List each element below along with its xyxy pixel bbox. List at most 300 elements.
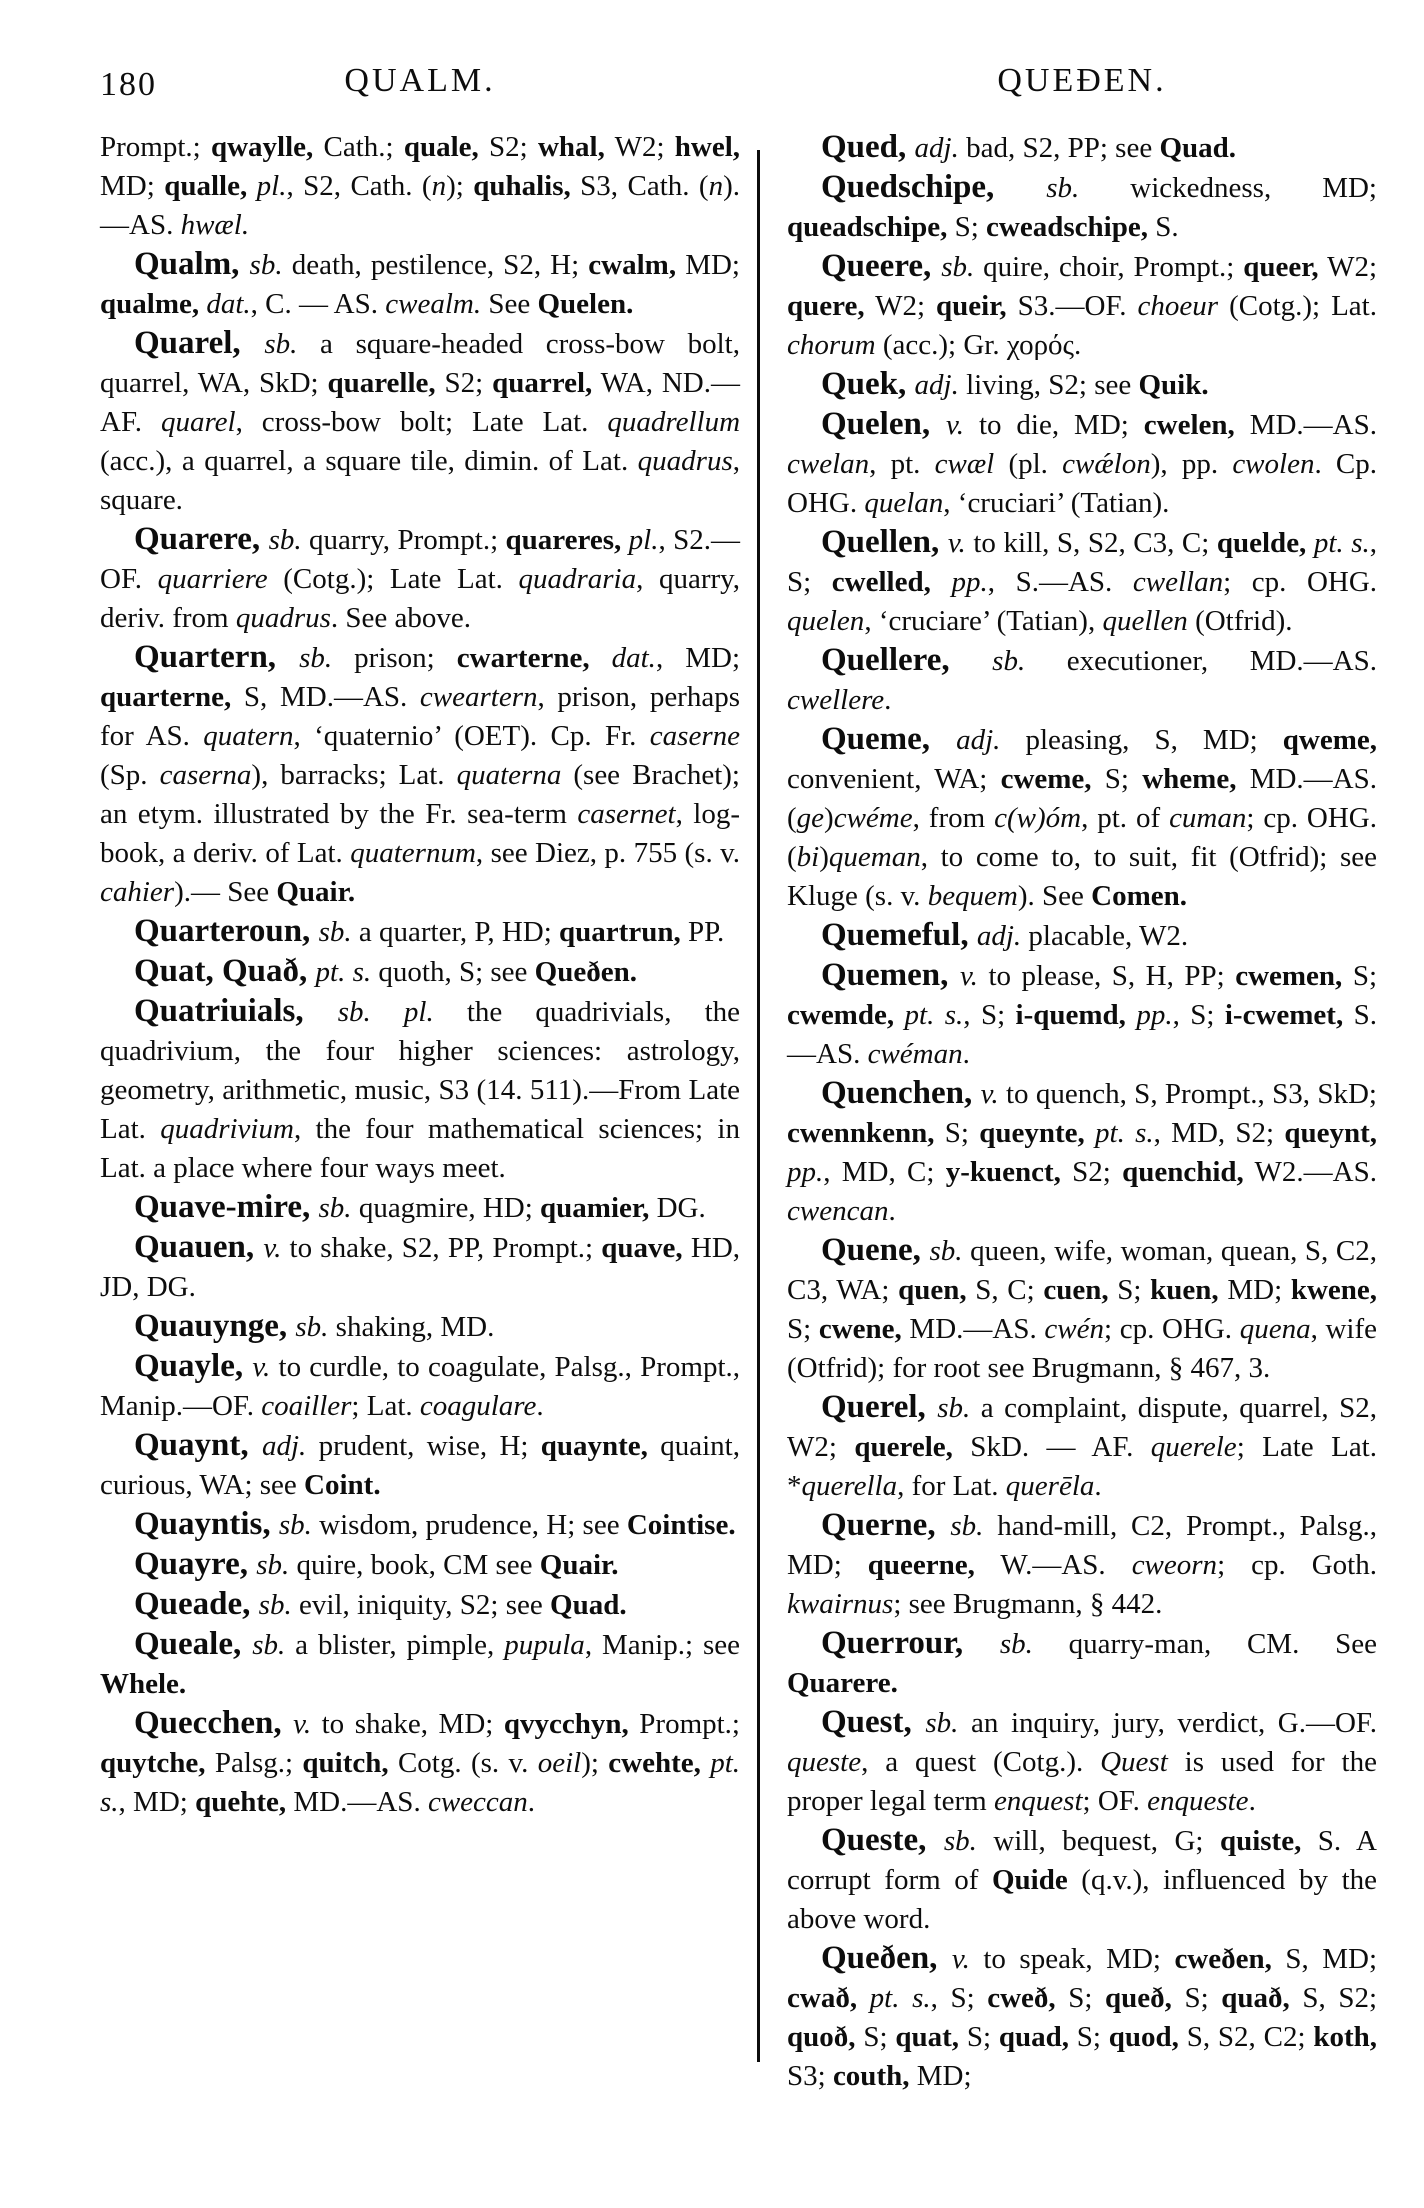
body-text: pleasing, S, MD;: [1000, 724, 1283, 756]
dictionary-entry: [787, 1939, 1377, 2096]
bold-variant: cwehte,: [608, 1747, 701, 1779]
bold-variant: cweme,: [1000, 763, 1092, 795]
body-text: to kill, S, S2, C3, C;: [965, 527, 1217, 559]
italic-text: cwéman: [867, 1038, 963, 1070]
body-text: , ‘cruciare’ (Tatian),: [864, 605, 1103, 637]
body-text: shaking, MD.: [328, 1311, 495, 1343]
body-text: [894, 999, 904, 1031]
bold-variant: quarterne,: [100, 681, 232, 713]
body-text: queen, wife, woman, quean, S, C2, C3, WA;: [787, 1235, 1377, 1306]
italic-text: adj.: [976, 920, 1022, 952]
headword: Quest,: [821, 1704, 926, 1740]
body-text: Cath.;: [313, 131, 404, 163]
italic-text: sb.: [249, 249, 283, 281]
headword: Quauen,: [134, 1229, 264, 1265]
italic-text: enqueste: [1147, 1785, 1249, 1817]
body-text: ; Late Lat. *: [787, 1431, 1377, 1502]
body-text: to quench, S, Prompt., S3, SkD;: [998, 1078, 1377, 1110]
italic-text: cwellan: [1132, 566, 1224, 598]
headword: Quenchen,: [821, 1075, 981, 1111]
body-text: evil, iniquity, S2; see: [291, 1589, 551, 1621]
dictionary-entry: [100, 245, 740, 324]
italic-text: querēla: [1005, 1470, 1095, 1502]
body-text: [1306, 527, 1314, 559]
body-text: wickedness, MD;: [1079, 172, 1377, 204]
italic-text: pupula: [504, 1629, 585, 1661]
body-text: See: [481, 288, 538, 320]
body-text: );: [446, 170, 474, 202]
body-text: [621, 524, 628, 556]
italic-text: caserna: [159, 759, 252, 791]
dictionary-entry: [787, 405, 1377, 523]
italic-text: adj.: [261, 1430, 307, 1462]
body-text: , S;: [1172, 999, 1225, 1031]
body-text: quarry-man, CM. See: [1032, 1628, 1377, 1660]
body-text: S2;: [478, 131, 538, 163]
body-text: S, C;: [966, 1274, 1044, 1306]
bold-variant: Quide: [991, 1864, 1068, 1896]
bold-variant: koth,: [1313, 2021, 1377, 2053]
italic-text: sb.: [295, 1311, 329, 1343]
headword: Quek,: [821, 366, 915, 402]
dictionary-entry: [787, 168, 1377, 247]
body-text: S.: [1147, 211, 1179, 243]
italic-text: sb.: [299, 642, 333, 674]
bold-variant: quelde,: [1216, 527, 1307, 559]
body-text: living, S2; see: [958, 369, 1139, 401]
italic-text: v.: [252, 1351, 271, 1383]
body-text: W2;: [1318, 251, 1378, 283]
body-text: ).— See: [174, 876, 277, 908]
italic-text: kwairnus: [787, 1588, 894, 1620]
dictionary-entry: [787, 247, 1377, 365]
italic-text: adj.: [956, 724, 1001, 756]
bold-variant: Quair.: [276, 876, 356, 908]
italic-text: pp.: [1136, 999, 1173, 1031]
body-text: . Cp. OHG.: [787, 448, 1378, 519]
bold-variant: i-quemd,: [1015, 999, 1126, 1031]
body-text: a square-headed cross-bow bolt, quarrel, WA, SkD;: [100, 328, 740, 399]
italic-text: quadraria: [518, 563, 637, 595]
body-text: ): [824, 802, 834, 834]
italic-text: sb.: [318, 916, 352, 948]
dictionary-entry: [100, 952, 740, 992]
body-text: to die, MD;: [964, 409, 1144, 441]
body-text: , MD, S2;: [1153, 1117, 1285, 1149]
body-text: , MD;: [655, 642, 740, 674]
dictionary-entry: [100, 1625, 740, 1704]
italic-text: sb.: [252, 1629, 286, 1661]
body-text: Prompt.;: [628, 1708, 740, 1740]
body-text: ; see Brugmann, § 442.: [893, 1588, 1163, 1620]
italic-text: quadrivium: [160, 1113, 294, 1145]
dictionary-entry: [100, 1228, 740, 1307]
italic-text: sb.: [929, 1235, 963, 1267]
body-text: , ‘quaternio’ (OET). Cp. Fr.: [293, 720, 650, 752]
body-text: S;: [1171, 1982, 1222, 2014]
headword: Quauynge,: [134, 1308, 296, 1344]
body-text: , see Diez, p. 755 (s. v.: [475, 837, 741, 869]
body-text: a blister, pimple,: [285, 1629, 505, 1661]
italic-text: sb.: [950, 1510, 984, 1542]
body-text: S;: [947, 211, 987, 243]
headword: Quayle,: [134, 1348, 253, 1384]
bold-variant: quere,: [787, 290, 865, 322]
italic-text: cwéme: [833, 802, 913, 834]
body-text: S;: [1342, 960, 1378, 992]
bold-variant: queynt,: [1284, 1117, 1378, 1149]
body-text: convenient, WA;: [787, 763, 1001, 795]
italic-text: sb.: [992, 645, 1026, 677]
headword: Quartern,: [134, 639, 300, 675]
body-text: [590, 642, 612, 674]
body-text: , cross-bow bolt; Late Lat.: [235, 406, 608, 438]
dictionary-entry: [787, 720, 1377, 916]
body-text: S;: [1091, 763, 1143, 795]
body-text: ). See: [1017, 880, 1092, 912]
italic-text: sb.: [937, 1392, 971, 1424]
italic-text: n: [431, 170, 447, 202]
italic-text: cwǽlon: [1062, 448, 1151, 480]
headword: Quave-mire,: [134, 1189, 319, 1225]
body-text: DG.: [649, 1192, 706, 1224]
bold-variant: cweð,: [987, 1982, 1056, 2014]
body-text: ).—AS.: [100, 170, 741, 241]
bold-variant: qualme,: [100, 288, 200, 320]
bold-variant: cwelen,: [1143, 409, 1235, 441]
headword: Quemen,: [821, 957, 960, 993]
italic-text: v.: [946, 409, 965, 441]
italic-text: sb.: [278, 1509, 312, 1541]
dictionary-entry: [100, 1426, 740, 1505]
italic-text: sb.: [256, 1549, 290, 1581]
bold-variant: cweadschipe,: [986, 211, 1148, 243]
body-text: executioner, MD.—AS.: [1025, 645, 1377, 677]
body-text: , ‘cruciari’ (Tatian).: [943, 487, 1170, 519]
body-text: bad, S2, PP; see: [958, 132, 1160, 164]
headword: Qued,: [821, 129, 915, 165]
italic-text: pp.: [951, 566, 988, 598]
italic-text: n: [708, 170, 724, 202]
italic-text: querele: [1150, 1431, 1237, 1463]
headword: Queme,: [821, 721, 957, 757]
italic-text: quatern: [203, 720, 294, 752]
italic-text: sb.: [258, 1589, 292, 1621]
italic-text: quadrus: [235, 602, 331, 634]
body-text: , a quest (Cotg.).: [861, 1746, 1101, 1778]
body-text: W.—AS.: [974, 1549, 1132, 1581]
bold-variant: qvycchyn,: [503, 1708, 629, 1740]
continuation-paragraph: [100, 128, 740, 245]
body-text: MD.—AS.: [1234, 409, 1377, 441]
headword: Quedschipe,: [821, 169, 1047, 205]
body-text: S;: [1068, 2021, 1109, 2053]
bold-variant: quave,: [601, 1232, 683, 1264]
italic-text: quadrus: [637, 445, 733, 477]
bold-variant: Quik.: [1138, 369, 1209, 401]
bold-variant: queer,: [1243, 251, 1319, 283]
italic-text: cuman: [1169, 802, 1247, 834]
body-text: S, S2;: [1289, 1982, 1378, 2014]
headword: Quarteroun,: [134, 913, 319, 949]
bold-variant: Comen.: [1091, 880, 1188, 912]
body-text: , C. — AS.: [250, 288, 386, 320]
dictionary-entry: [787, 523, 1377, 641]
bold-variant: qualle,: [164, 170, 248, 202]
bold-variant: couth,: [832, 2060, 910, 2092]
bold-variant: whal,: [537, 131, 605, 163]
italic-text: sb.: [941, 251, 975, 283]
body-text: (pl.: [994, 448, 1063, 480]
headword: Quaynt,: [134, 1427, 262, 1463]
dictionary-entry: [100, 324, 740, 520]
bold-variant: quitch,: [302, 1747, 389, 1779]
bold-variant: quartrun,: [559, 916, 681, 948]
italic-text: pp.: [787, 1156, 824, 1188]
body-text: W2;: [604, 131, 675, 163]
bold-variant: Quad.: [1159, 132, 1237, 164]
headword: Qualm,: [134, 246, 250, 282]
italic-text: v.: [959, 960, 978, 992]
italic-text: pt. s.: [1095, 1117, 1154, 1149]
bold-variant: quoð,: [787, 2021, 856, 2053]
italic-text: v.: [980, 1078, 999, 1110]
body-text: ; cp. OHG.: [1103, 1313, 1240, 1345]
dictionary-entry: [100, 520, 740, 638]
italic-text: cwencan: [787, 1195, 889, 1227]
dictionary-entry: [787, 916, 1377, 956]
body-text: prudent, wise, H;: [306, 1430, 541, 1462]
body-text: [931, 566, 952, 598]
page-number: 180: [100, 66, 157, 103]
dictionary-entry: [100, 1704, 740, 1822]
bold-variant: quehte,: [195, 1786, 287, 1818]
italic-text: adj.: [914, 132, 959, 164]
dictionary-entry: [100, 1347, 740, 1426]
headword: Queste,: [821, 1822, 944, 1858]
italic-text: cahier: [100, 876, 175, 908]
italic-text: cwellere: [787, 684, 885, 716]
bold-variant: quenchid,: [1122, 1156, 1244, 1188]
bold-variant: queð,: [1105, 1982, 1172, 2014]
bold-variant: quod,: [1108, 2021, 1179, 2053]
body-text: MD;: [1218, 1274, 1291, 1306]
body-text: . See above.: [330, 602, 472, 634]
body-text: , S2, Cath. (: [286, 170, 432, 202]
body-text: , wife (Otfrid); for root see Brugmann, § 467, 3.: [787, 1313, 1378, 1384]
body-text: S3.—OF.: [1006, 290, 1138, 322]
bold-variant: Quelen.: [537, 288, 634, 320]
italic-text: queste: [787, 1746, 862, 1778]
body-text: , pt.: [869, 448, 935, 480]
italic-text: sb.: [943, 1825, 977, 1857]
body-text: hand-mill, C2, Prompt., Palsg., MD;: [787, 1510, 1377, 1581]
body-text: SkD. — AF.: [952, 1431, 1151, 1463]
headword: Queðen,: [821, 1940, 952, 1976]
dictionary-entry: [787, 1624, 1377, 1703]
bold-variant: cuen,: [1043, 1274, 1109, 1306]
bold-variant: quad,: [998, 2021, 1069, 2053]
body-text: , S;: [930, 1982, 988, 2014]
body-text: (q.v.), influenced by the above word.: [787, 1864, 1377, 1935]
body-text: S2;: [1060, 1156, 1123, 1188]
body-text: (Sp.: [100, 759, 160, 791]
headword: Querne,: [821, 1507, 951, 1543]
body-text: ; cp. Goth.: [1217, 1549, 1377, 1581]
italic-text: quaterna: [456, 759, 562, 791]
body-text: MD.—AS.: [286, 1786, 428, 1818]
body-text: quagmire, HD;: [351, 1192, 541, 1224]
italic-text: v.: [293, 1708, 312, 1740]
headword: Quat, Quað,: [134, 953, 316, 989]
bold-variant: quarelle,: [327, 367, 436, 399]
right-column: [787, 128, 1377, 2096]
body-text: S;: [1108, 1274, 1151, 1306]
body-text: , quarry, deriv. from: [100, 563, 740, 634]
body-text: W2;: [864, 290, 937, 322]
body-text: );: [581, 1747, 609, 1779]
body-text: to shake, MD;: [311, 1708, 504, 1740]
body-text: death, pestilence, S2, H;: [282, 249, 589, 281]
bold-variant: cwalm,: [588, 249, 677, 281]
dictionary-entry: [100, 992, 740, 1188]
bold-variant: Cointise.: [626, 1509, 736, 1541]
bold-variant: querele,: [854, 1431, 953, 1463]
body-text: ), pp.: [1150, 448, 1233, 480]
body-text: MD;: [676, 249, 740, 281]
italic-text: sb.: [1046, 172, 1080, 204]
bold-variant: Queðen.: [534, 956, 637, 988]
headword: Querrour,: [821, 1625, 1000, 1661]
dictionary-entry: [787, 1231, 1377, 1388]
body-text: quoth, S; see: [371, 956, 535, 988]
italic-text: bequem: [927, 880, 1018, 912]
italic-text: cweorn: [1131, 1549, 1218, 1581]
body-text: S;: [1055, 1982, 1106, 2014]
body-text: S3, Cath. (: [570, 170, 709, 202]
body-text: , pt. of: [1081, 802, 1170, 834]
italic-text: caserne: [649, 720, 740, 752]
body-text: [247, 170, 256, 202]
bold-variant: quarrel,: [492, 367, 593, 399]
body-text: , log-book, a deriv. of Lat.: [100, 798, 740, 869]
italic-text: pt. s.: [904, 999, 964, 1031]
italic-text: quadrellum: [607, 406, 741, 438]
bold-variant: cwemde,: [787, 999, 895, 1031]
bold-variant: Quarere.: [787, 1667, 898, 1699]
body-text: [857, 1982, 870, 2014]
body-text: S, S2, C2;: [1178, 2021, 1314, 2053]
body-text: , for Lat.: [897, 1470, 1006, 1502]
body-text: S;: [787, 1313, 819, 1345]
italic-text: choeur: [1137, 290, 1219, 322]
dictionary-entry: [787, 1388, 1377, 1506]
dictionary-entry: [100, 638, 740, 912]
dictionary-entry: [787, 956, 1377, 1074]
body-text: ; OF.: [1082, 1785, 1148, 1817]
body-text: to shake, S2, PP, Prompt.;: [281, 1232, 602, 1264]
italic-text: sb.: [925, 1707, 959, 1739]
body-text: .: [888, 1195, 896, 1227]
dictionary-entry: [787, 1821, 1377, 1939]
body-text: , MD, C;: [823, 1156, 946, 1188]
body-text: , MD;: [118, 1786, 196, 1818]
bold-variant: queir,: [936, 290, 1007, 322]
body-text: MD.—AS.: [901, 1313, 1045, 1345]
bold-variant: quytche,: [100, 1747, 206, 1779]
body-text: ; cp. OHG.: [1223, 566, 1378, 598]
body-text: , S;: [787, 527, 1378, 598]
dictionary-entry: [787, 641, 1377, 720]
headword: Quellere,: [821, 642, 993, 678]
headword: Quayre,: [134, 1546, 257, 1582]
italic-text: hwæl.: [180, 209, 250, 241]
body-text: ): [819, 841, 829, 873]
body-text: (Cotg.); Late Lat.: [267, 563, 519, 595]
body-text: ; cp. OHG. (: [787, 802, 1377, 873]
dictionary-entry: [100, 1585, 740, 1625]
body-text: .: [1248, 1785, 1256, 1817]
bold-variant: cweðen,: [1174, 1943, 1272, 1975]
body-text: Prompt.;: [100, 131, 211, 163]
italic-text: casernet: [577, 798, 676, 830]
body-text: an inquiry, jury, verdict, G.—OF.: [958, 1707, 1377, 1739]
italic-text: sb.: [264, 328, 298, 360]
body-text: wisdom, prudence, H; see: [311, 1509, 627, 1541]
bold-variant: hwel,: [674, 131, 741, 163]
italic-text: adj.: [914, 369, 959, 401]
bold-variant: quareres,: [505, 524, 622, 556]
bold-variant: queynte,: [979, 1117, 1085, 1149]
body-text: [1085, 1117, 1095, 1149]
bold-variant: cwarterne,: [456, 642, 590, 674]
body-text: (see Brachet); an etym. illustrated by the Fr. sea-term: [100, 759, 740, 830]
italic-text: chorum: [787, 329, 876, 361]
body-text: S, MD;: [1271, 1943, 1377, 1975]
italic-text: pt. s.: [315, 956, 372, 988]
italic-text: pl.: [628, 524, 659, 556]
column-divider: [757, 150, 760, 2062]
body-text: (acc.); Gr. χορός.: [875, 329, 1082, 361]
italic-text: cwealm.: [385, 288, 482, 320]
body-text: S;: [934, 1117, 980, 1149]
italic-text: sb.: [999, 1628, 1033, 1660]
body-text: .: [884, 684, 892, 716]
running-head-right: QUEÐEN.: [997, 62, 1167, 99]
running-head-left: QUALM.: [344, 62, 496, 99]
bold-variant: Whele.: [100, 1668, 187, 1700]
bold-variant: queadschipe,: [787, 211, 948, 243]
bold-variant: Quair.: [539, 1549, 619, 1581]
body-text: MD;: [100, 170, 165, 202]
italic-text: pt. s.: [100, 1747, 741, 1818]
italic-text: quellen: [1102, 605, 1188, 637]
italic-text: v.: [263, 1232, 282, 1264]
body-text: quire, book, CM see: [289, 1549, 540, 1581]
body-text: a quarter, P, HD;: [351, 916, 560, 948]
headword: Quelen,: [821, 406, 947, 442]
body-text: S. A corrupt form of: [787, 1825, 1377, 1896]
italic-text: c(w)óm: [994, 802, 1082, 834]
body-text: Cotg. (s. v.: [388, 1747, 538, 1779]
italic-text: cweartern: [419, 681, 538, 713]
italic-text: querella: [801, 1470, 898, 1502]
bold-variant: cwemen,: [1235, 960, 1343, 992]
body-text: , prison, perhaps for AS.: [100, 681, 741, 752]
italic-text: queman: [828, 841, 921, 873]
bold-variant: cwelled,: [831, 566, 931, 598]
body-text: S3;: [787, 2060, 833, 2092]
